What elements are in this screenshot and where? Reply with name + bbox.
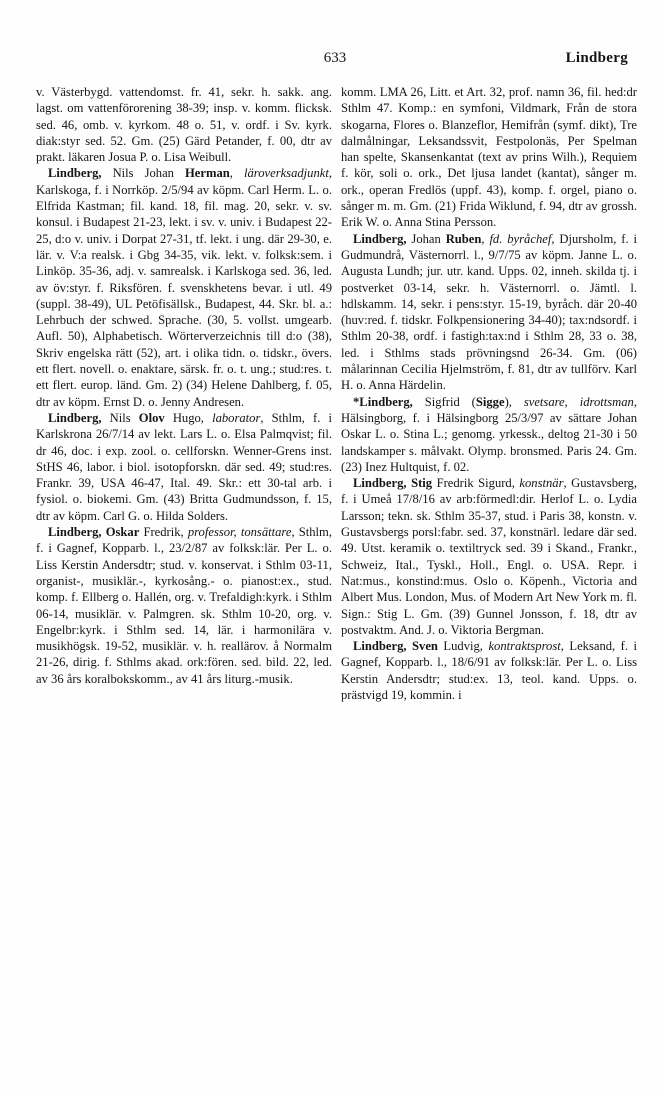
entry-call-name: Sigge xyxy=(475,394,505,409)
entry-call-name: Stig xyxy=(411,476,433,491)
entry-text: komm. LMA 26, Litt. et Art. 32, prof. namn 36, fil. hed:dr Sthlm 47. Komp.: en symfoni, Vildmark, Från de stora skogarna, Flores o. Blanzeflor, Hemifrån (symf. dikt), Tre dalmålningar, Leksandssvit, Festpolonäs, Per Spelman han spelte, Skansenkantat (text av prins Wilh.), Requiem f. kör, soli o. ork., Det ljusa landet (kantat), sånger m. ork., operan Fredlös (uppf. 43), komp. f. orgel, piano o. sånger m. m. Gm. (21) Frida Wiklund, f. 94, dtr av grossh. Erik W. o. Anna Stina Persson. xyxy=(341,85,637,230)
entry-given-names-rest: Fredrik Sigurd, xyxy=(432,476,520,491)
entry-text: , Sthlm, f. i Gagnef, Kopparb. l., 23/2/87 av folksk:lär. Per L. o. Liss Kerstin Andersdtr; stud. v. konservat. i Sthlm 03-11, organist-, musiklär.-, kyrkosång.- o. pianost:ex., stud. komp. f. Ellberg o. Hallén, org. v. Trefaldigh:kyrk. i Sthlm 06-14, musiklär. v. Palmgren. sk. Sthlm 10-20, org. v. Engelbr:kyrk. i Sthlm sed. 14, lär. i harmonilära v. musikhögsk. 19-52, musiklär. v. h. reallärov. å Normalm 21-26, dirig. f. Sthlms akad. ork:fören. sed. bild. 22, led. av 36 års koralbokskomm., av 41 års liturg.-musik. xyxy=(36,525,332,686)
entry-given-names-rest: Ludvig, xyxy=(437,639,489,654)
biography-entry xyxy=(36,524,332,687)
entry-surname: Lindberg, xyxy=(48,525,102,540)
entry-surname: Lindberg, xyxy=(353,231,407,246)
page-number: 633 xyxy=(323,50,347,66)
entry-surname: Lindberg, xyxy=(48,166,102,181)
running-head: Lindberg xyxy=(565,50,628,66)
biography-entry xyxy=(341,394,637,475)
biography-entry xyxy=(341,231,637,394)
entry-occupation: kontraktsprost xyxy=(488,639,561,654)
entry-given-names-rest: , xyxy=(229,166,244,181)
entry-text: , Hälsingborg, f. i Hälsingborg 25/3/97 av sättare Johan Oskar L. o. Stina L.; genomg. yrkessk., deltog 21-30 i 50 landskamper s. målvakt. Olymp. bronsmed. Paris 24. Gm. (23) Inez Hultquist, f. 02. xyxy=(341,394,637,474)
entry-given-names-rest: Hugo, xyxy=(164,410,213,425)
entry-occupation: läroverksadjunkt xyxy=(243,166,329,181)
entry-occupation: laborator xyxy=(212,410,261,425)
left-column xyxy=(36,84,332,687)
entry-occupation: svetsare, idrottsman xyxy=(523,394,634,409)
continued-entry xyxy=(341,84,637,231)
entry-text: , Karlskoga, f. i Norrköp. 2/5/94 av köpm. Carl Herm. L. o. Elfrida Kastman; fil. kand. 18, fil. mag. 20, sekr. v. sv. konsul. i Budapest 21-23, lekt. i sv. v. univ. i Budapest 22-25, d:o v. univ. i Dorpat 27-31, tf. lekt. i ung. där 29-30, e. lär. v. V:a realsk. i Gbg 34-35, vik. lekt. v. folksk:sem. i Linköp. 35-36, adj. v. samrealsk. i Karlskoga sed. 36, led. av öv:styr. f. Riksfören. f. svenskhetens bevar. i utl. 49 (suppl. 38-49), UL Petöfisällsk., Budapest, 44. Skr. bl. a.: Lehrbuch der schwed. Sprache. (30, 5. vollst. umgearb. Aufl. 50), Alphabetisch. Wörterverzeichnis till d:o (38), Skriv engelska rätt (52), art. i olika tidn. o. tidskr., övers. ett flert. novell. o. enaktare, särsk. fr. o. t. ung.; stud:res. t. ett flert. europ. länd. Gm. 2) (34) Helene Dahlberg, f. 05, dtr av köpm. Ernst D. o. Jenny Andresen. xyxy=(36,166,333,409)
biography-entry xyxy=(341,638,637,703)
biography-entry xyxy=(36,165,332,409)
entry-surname: *Lindberg, xyxy=(353,394,413,409)
entry-given-names: Johan xyxy=(406,231,446,246)
entry-given-names: Nils xyxy=(101,410,139,425)
entry-surname: Lindberg, xyxy=(353,639,407,654)
entry-surname: Lindberg, xyxy=(48,410,102,425)
entry-occupation: fd. byråchef xyxy=(489,231,552,246)
entry-given-names: Nils Johan xyxy=(101,166,186,181)
entry-text: , Djursholm, f. i Gudmundrå, Västernorrl. l., 9/7/75 av köpm. Janne L. o. Augusta Lundh; jur. utr. kand. Upps. 02, inneh. skilda tj. i postverket 03-14, sekr. h. Västernorrl. o. Jämtl. l. hdlskamm. 14, sekr. i pens:styr. 15-19, byråch. där 20-40 (huv:red. f. tidskr. Folkpensionering 34-40); tax:ndsordf. i Sthlm 20-38, ordf. i fastigh:tax:nd i Sthlm 28, 33 o. 38, led. i Sthlms stads prövningsnd 26-34. Gm. (06) målarinnan Cecilia Hjelmström, f. 81, dtr av tullförv. Karl H. o. Anna Härdelin. xyxy=(341,231,637,393)
right-column xyxy=(341,84,637,703)
entry-given-names-rest: Fredrik, xyxy=(139,525,188,540)
entry-call-name: Sven xyxy=(412,639,438,654)
biography-entry xyxy=(341,475,637,638)
entry-call-name: Oskar xyxy=(105,525,140,540)
entry-occupation: professor, tonsättare xyxy=(187,525,292,540)
entry-text: , Gustavsberg, f. i Umeå 17/8/16 av arb:förmedl:dir. Herlof L. o. Lydia Larsson; tekn. sk. Sthlm 35-37, stud. i Paris 38, konstn. v. Gustavsbergs porsl:fabr. sed. 37, konstnärl. ledare där sed. 49. Utst. keramik o. textiltryck sed. 39 i Skand., Frankr., Schweiz, Ital., Tyskl., Holl., Engl. o. USA. Repr. i Nat:mus., konstind:mus. Oslo o. Köpenh., Victoria and Albert Mus. London, Mus. of Modern Art New York m. fl. Sign.: Stig L. Gm. (39) Gunnel Jonsson, f. 18, dtr av postvaktm. And. J. o. Viktoria Bergman. xyxy=(341,476,637,637)
entry-given-names-rest: , xyxy=(481,231,490,246)
entry-call-name: Ruben xyxy=(445,231,482,246)
entry-text: v. Västerbygd. vattendomst. fr. 41, sekr. h. sakk. ang. lagst. om vattenförorening 38-39; insp. v. komm. flicksk. sed. 46, omb. v. kyrkom. 48 o. 51, v. ordf. i Sv. kyrk. diak:styr sed. 52. Gm. (25) Gärd Petander, f. 00, dtr av prakt. läkaren Josua P. o. Lisa Weibull. xyxy=(36,85,332,165)
entry-call-name: Olov xyxy=(138,410,165,425)
entry-surname: Lindberg, xyxy=(353,476,407,491)
continued-entry xyxy=(36,84,332,165)
entry-call-name: Herman xyxy=(185,166,230,181)
entry-text: , Sthlm, f. i Karlskrona 26/7/14 av lekt. Lars L. o. Elsa Palmqvist; fil. dr 46, doc. i exp. zool. o. cellforskn. Wenner-Grens inst. StHS 46, labor. i biol. isotopforskn. där sed. 49; stud:res. Frankr. 39, USA 46-47, Ital. 49. Skr.: ett 30-tal arb. i fysiol. o. biokemi. Gm. (43) Britta Gudmundsson, f. 15, dtr av köpm. Carl G. o. Hilda Solders. xyxy=(36,410,332,523)
entry-given-names: Sigfrid ( xyxy=(412,394,476,409)
entry-text: , Leksand, f. i Gagnef, Kopparb. l., 18/6/91 av folksk:lär. Per L. o. Liss Kerstin Andersdtr; stud:ex. 13, teol. kand. Upps. o. prästvigd 19, kommin. i xyxy=(341,639,637,702)
entry-occupation: konstnär xyxy=(519,476,564,491)
entry-given-names-rest: ), xyxy=(504,394,524,409)
biography-entry xyxy=(36,410,332,524)
